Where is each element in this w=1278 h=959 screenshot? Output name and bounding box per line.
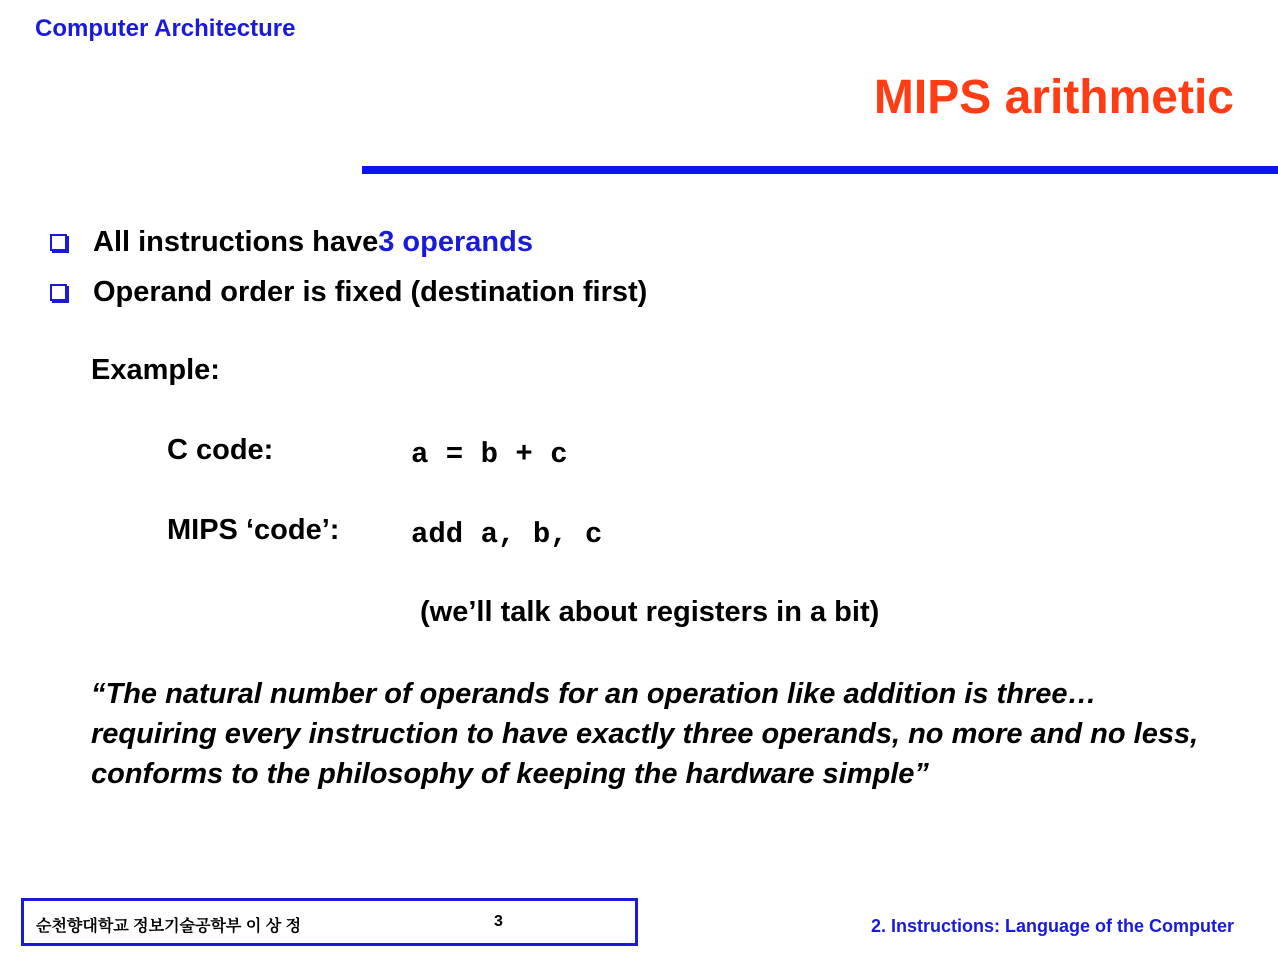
chapter-title: 2. Instructions: Language of the Computer (870, 916, 1234, 936)
course-title: Computer Architecture (35, 15, 296, 42)
footer-box (21, 898, 638, 946)
page-number: 3 (494, 913, 503, 930)
example-label: Example: (91, 354, 220, 386)
c-code-label: C code: (167, 434, 274, 466)
slide-title: MIPS arithmetic (873, 71, 1234, 124)
mips-code-snippet: add a, b, c (411, 518, 603, 551)
bullet-item-order (50, 276, 647, 309)
bullet-highlight: 3 operands (378, 226, 533, 258)
bullet-text: Operand order is fixed (destination first) (93, 276, 648, 308)
title-divider (362, 166, 1278, 174)
bullet-item-operands (50, 226, 533, 259)
registers-note: (we’ll talk about registers in a bit) (420, 596, 880, 628)
design-quote: “The natural number of operands for an operation like addition is three…requiring every instruction to have exactly three operands, no more and no less, conforms to the philosophy of keeping the hardware simple” (91, 678, 1199, 790)
checkbox-bullet-icon (50, 234, 67, 251)
c-code-snippet: a = b + c (411, 438, 568, 471)
footer-author: 순천향대학교 정보기술공학부 이 상 정 (36, 918, 302, 935)
bullet-text: All instructions have (93, 226, 379, 258)
mips-code-label: MIPS ‘code’: (167, 514, 340, 546)
checkbox-bullet-icon (50, 284, 67, 301)
